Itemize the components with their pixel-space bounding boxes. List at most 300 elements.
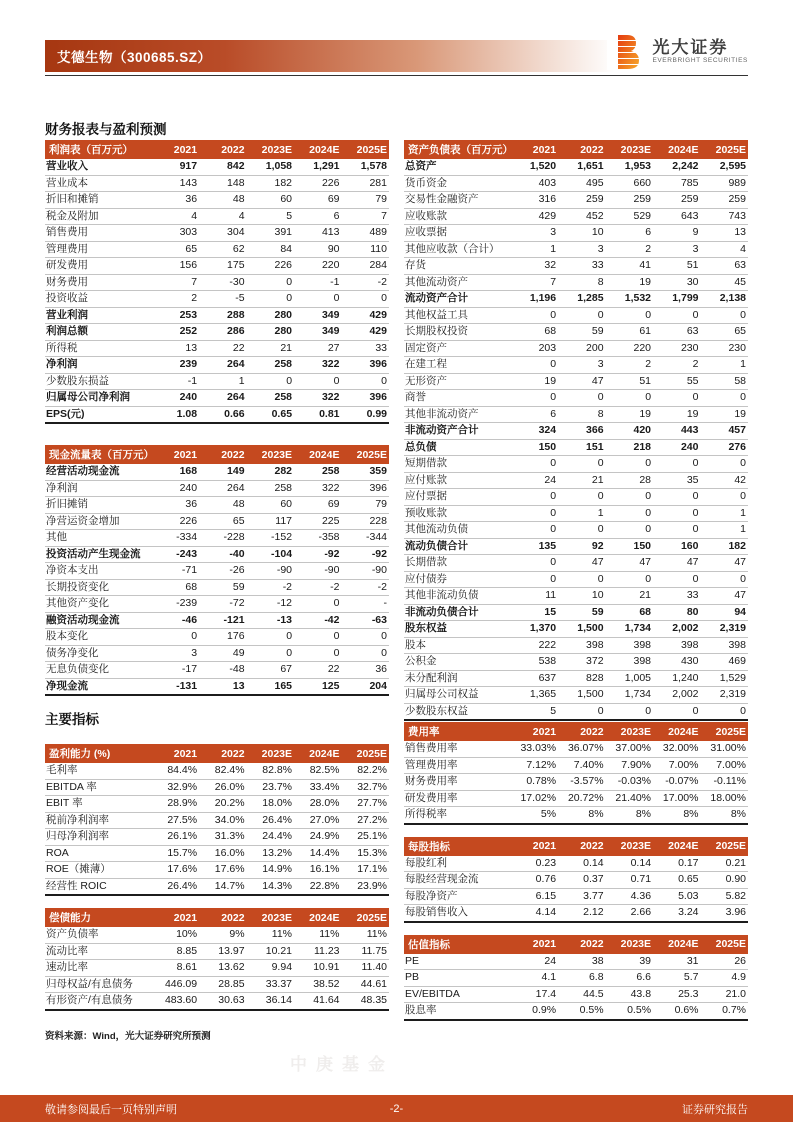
cell-value: 2 <box>152 291 199 308</box>
cell-value: 7.00% <box>653 757 700 774</box>
table-row <box>404 357 748 374</box>
cell-value: 6.15 <box>511 888 558 905</box>
cash-flow-statement-grid <box>45 445 389 696</box>
cell-value: 160 <box>653 538 700 555</box>
cell-value: 13.2% <box>247 845 294 862</box>
cell-value: 4.9 <box>701 970 749 987</box>
table-row <box>45 208 389 225</box>
cell-value: 27.7% <box>342 796 390 813</box>
table-header-row <box>45 140 389 159</box>
cell-value: 0 <box>558 307 605 324</box>
cell-value: 239 <box>152 357 199 374</box>
cell-value: 203 <box>511 340 558 357</box>
cell-value: 47 <box>558 373 605 390</box>
cell-value: 30.63 <box>199 993 246 1010</box>
cell-value: 7 <box>342 208 390 225</box>
cell-value: -0.03% <box>606 774 653 791</box>
cell-value: 0.23 <box>511 856 558 872</box>
cell-value: 0.6% <box>653 1003 700 1020</box>
cell-value: 5 <box>511 703 558 720</box>
table-row <box>45 497 389 514</box>
year-header: 2022 <box>199 445 246 464</box>
cell-value: 0 <box>606 390 653 407</box>
cell-value: 58 <box>701 373 749 390</box>
cell-value: 1,734 <box>606 687 653 704</box>
cell-value: 785 <box>653 175 700 192</box>
cell-value: 3 <box>653 241 700 258</box>
row-label: 税前净利润率 <box>45 812 152 829</box>
year-header: 2025E <box>701 837 749 856</box>
cell-value: 253 <box>152 307 199 324</box>
row-label: 营业收入 <box>45 159 152 175</box>
cell-value: 59 <box>199 579 246 596</box>
year-header: 2022 <box>558 140 605 159</box>
cell-value: 17.02% <box>511 790 558 807</box>
table-row <box>404 856 748 872</box>
cell-value: 44.61 <box>342 976 390 993</box>
cell-value: 59 <box>558 604 605 621</box>
cell-value: 47 <box>606 555 653 572</box>
cell-value: 1,291 <box>294 159 341 175</box>
row-label: 研发费用率 <box>404 790 511 807</box>
cell-value: 429 <box>511 208 558 225</box>
row-label: 长期投资变化 <box>45 579 152 596</box>
table-header-row <box>404 935 748 954</box>
cell-value: 349 <box>294 307 341 324</box>
cell-value: 17.00% <box>653 790 700 807</box>
cell-value: 19 <box>653 406 700 423</box>
cell-value: 61 <box>606 324 653 341</box>
cell-value: 79 <box>342 192 390 209</box>
row-label: 税金及附加 <box>45 208 152 225</box>
cell-value: 280 <box>247 324 294 341</box>
row-label: 资产负债率 <box>45 927 152 943</box>
cell-value: 349 <box>294 324 341 341</box>
cell-value: 429 <box>342 324 390 341</box>
cell-value: 6.8 <box>558 970 605 987</box>
row-label: 毛利率 <box>45 763 152 779</box>
table-row <box>404 307 748 324</box>
cell-value: 1 <box>199 373 246 390</box>
table-header-row <box>45 445 389 464</box>
row-label: 其他非流动资产 <box>404 406 511 423</box>
cell-value: 32.7% <box>342 779 390 796</box>
table-row <box>404 159 748 175</box>
cell-value: 1,953 <box>606 159 653 175</box>
row-label: PE <box>404 954 511 970</box>
table-row <box>404 291 748 308</box>
table-row <box>45 513 389 530</box>
cell-value: 280 <box>247 307 294 324</box>
table-row <box>45 192 389 209</box>
spacer <box>45 424 389 445</box>
cell-value: 16.0% <box>199 845 246 862</box>
cell-value: 65 <box>152 241 199 258</box>
year-header: 2025E <box>342 445 390 464</box>
cell-value: 8% <box>558 807 605 824</box>
cell-value: 1 <box>511 241 558 258</box>
table-row <box>45 291 389 308</box>
table-row <box>404 505 748 522</box>
cell-value: 6.6 <box>606 970 653 987</box>
cell-value: 182 <box>247 175 294 192</box>
page-footer <box>0 1095 793 1122</box>
row-label: 其他流动资产 <box>404 274 511 291</box>
cell-value: 304 <box>199 225 246 242</box>
cell-value: 8.61 <box>152 960 199 977</box>
cell-value: 0 <box>653 307 700 324</box>
logo-en: EVERBRIGHT SECURITIES <box>652 57 748 64</box>
cell-value: 2,002 <box>653 687 700 704</box>
section-title-indicators: 主要指标 <box>45 712 99 727</box>
cell-value: 917 <box>152 159 199 175</box>
cell-value: -2 <box>342 274 390 291</box>
cell-value: -3.57% <box>558 774 605 791</box>
row-label: 利润总额 <box>45 324 152 341</box>
row-label: 融资活动现金流 <box>45 612 152 629</box>
table-row <box>404 741 748 757</box>
table-row <box>45 530 389 547</box>
cell-value: 0 <box>247 645 294 662</box>
cell-value: 259 <box>653 192 700 209</box>
cell-value: 27.5% <box>152 812 199 829</box>
stock-banner <box>45 40 645 72</box>
cell-value: 240 <box>152 480 199 497</box>
cell-value: 7.00% <box>701 757 749 774</box>
cell-value: 38.52 <box>294 976 341 993</box>
cell-value: 230 <box>653 340 700 357</box>
cell-value: 25.3 <box>653 986 700 1003</box>
table-row <box>404 390 748 407</box>
table-row <box>404 1003 748 1020</box>
cell-value: 7.40% <box>558 757 605 774</box>
cell-value: 0 <box>511 489 558 506</box>
table-row <box>45 763 389 779</box>
cell-value: 68 <box>511 324 558 341</box>
logo-cn: 光大证券 <box>652 38 729 57</box>
cell-value: 0 <box>342 645 390 662</box>
row-label: 营业利润 <box>45 307 152 324</box>
cell-value: 204 <box>342 678 390 695</box>
row-label: 归母净利润率 <box>45 829 152 846</box>
row-label: 其他流动负债 <box>404 522 511 539</box>
cell-value: 258 <box>247 357 294 374</box>
top-tables-area <box>45 140 749 721</box>
cell-value: 8.85 <box>152 943 199 960</box>
cell-value: 13 <box>152 340 199 357</box>
cell-value: 6 <box>294 208 341 225</box>
table-row <box>404 807 748 824</box>
cell-value: 1,500 <box>558 621 605 638</box>
cell-value: 175 <box>199 258 246 275</box>
table-row <box>404 774 748 791</box>
cell-value: 13 <box>199 678 246 695</box>
cell-value: 0 <box>558 390 605 407</box>
cell-value: 44.5 <box>558 986 605 1003</box>
cell-value: 489 <box>342 225 390 242</box>
table-row <box>45 662 389 679</box>
cell-value: 1,005 <box>606 670 653 687</box>
table-title: 现金流量表（百万元） <box>45 445 152 464</box>
cell-value: 67 <box>247 662 294 679</box>
cell-value: -17 <box>152 662 199 679</box>
table-title: 利润表（百万元） <box>45 140 152 159</box>
table-row <box>404 986 748 1003</box>
table-row <box>45 390 389 407</box>
table-row <box>404 604 748 621</box>
cell-value: 0.7% <box>701 1003 749 1020</box>
table-row <box>404 208 748 225</box>
row-label: 商誉 <box>404 390 511 407</box>
profitability-table-grid <box>45 744 389 896</box>
cell-value: 1,240 <box>653 670 700 687</box>
cell-value: 637 <box>511 670 558 687</box>
cell-value: -42 <box>294 612 341 629</box>
year-header: 2022 <box>199 140 246 159</box>
row-label: 非流动资产合计 <box>404 423 511 440</box>
table-row <box>45 175 389 192</box>
cell-value: 65 <box>199 513 246 530</box>
cell-value: 3 <box>558 357 605 374</box>
table-row <box>404 423 748 440</box>
cell-value: 1,532 <box>606 291 653 308</box>
row-label: 无息负债变化 <box>45 662 152 679</box>
cell-value: 0 <box>511 555 558 572</box>
cell-value: 13 <box>701 225 749 242</box>
balance-sheet-grid <box>404 140 748 721</box>
row-label: 折旧和摊销 <box>45 192 152 209</box>
cell-value: -1 <box>294 274 341 291</box>
cell-value: 26.1% <box>152 829 199 846</box>
cell-value: 1.08 <box>152 406 199 423</box>
row-label: 短期借款 <box>404 456 511 473</box>
cell-value: 28.0% <box>294 796 341 813</box>
row-label: 在建工程 <box>404 357 511 374</box>
cell-value: 0 <box>247 629 294 646</box>
row-label: 应收票据 <box>404 225 511 242</box>
cell-value: -90 <box>247 563 294 580</box>
table-row <box>404 175 748 192</box>
cell-value: 264 <box>199 390 246 407</box>
row-label: 预收账款 <box>404 505 511 522</box>
table-row <box>45 779 389 796</box>
cell-value: 0 <box>511 505 558 522</box>
year-header: 2023E <box>247 744 294 763</box>
cell-value: 322 <box>294 390 341 407</box>
cell-value: 68 <box>606 604 653 621</box>
year-header: 2022 <box>558 837 605 856</box>
cell-value: 0.71 <box>606 872 653 889</box>
cell-value: 33.03% <box>511 741 558 757</box>
cell-value: 150 <box>606 538 653 555</box>
table-row <box>45 324 389 341</box>
cell-value: 11.40 <box>342 960 390 977</box>
cell-value: 151 <box>558 439 605 456</box>
cell-value: 0 <box>701 703 749 720</box>
cell-value: 264 <box>199 357 246 374</box>
cell-value: 429 <box>342 307 390 324</box>
year-header: 2021 <box>511 140 558 159</box>
cell-value: 31 <box>653 954 700 970</box>
cell-value: 0 <box>342 629 390 646</box>
cell-value: 16.1% <box>294 862 341 879</box>
cell-value: 48 <box>199 192 246 209</box>
cell-value: 22 <box>294 662 341 679</box>
cell-value: 13.97 <box>199 943 246 960</box>
cell-value: 31.3% <box>199 829 246 846</box>
cell-value: 5% <box>511 807 558 824</box>
cell-value: 2,319 <box>701 687 749 704</box>
row-label: 所得税率 <box>404 807 511 824</box>
cell-value: 316 <box>511 192 558 209</box>
cell-value: -63 <box>342 612 390 629</box>
cell-value: 1,196 <box>511 291 558 308</box>
cell-value: 4 <box>199 208 246 225</box>
year-header: 2021 <box>511 722 558 741</box>
table-row <box>45 596 389 613</box>
row-label: 流动负债合计 <box>404 538 511 555</box>
cell-value: 24.9% <box>294 829 341 846</box>
cell-value: 226 <box>247 258 294 275</box>
table-row <box>404 571 748 588</box>
cell-value: 28.9% <box>152 796 199 813</box>
cell-value: 10.91 <box>294 960 341 977</box>
cell-value: 24.4% <box>247 829 294 846</box>
cell-value: 37.00% <box>606 741 653 757</box>
cell-value: 5.03 <box>653 888 700 905</box>
cell-value: 529 <box>606 208 653 225</box>
cell-value: 3 <box>558 241 605 258</box>
cell-value: -92 <box>342 546 390 563</box>
cell-value: 59 <box>558 324 605 341</box>
cell-value: 220 <box>294 258 341 275</box>
cell-value: 0 <box>701 307 749 324</box>
cell-value: 1,799 <box>653 291 700 308</box>
row-label: ROA <box>45 845 152 862</box>
cell-value: 38 <box>558 954 605 970</box>
cell-value: 0 <box>701 571 749 588</box>
cell-value: 47 <box>701 588 749 605</box>
cell-value: 3 <box>511 225 558 242</box>
cell-value: 19 <box>606 406 653 423</box>
cell-value: 282 <box>247 464 294 480</box>
row-label: 归属母公司净利润 <box>45 390 152 407</box>
cell-value: 17.6% <box>152 862 199 879</box>
cell-value: -13 <box>247 612 294 629</box>
cell-value: 117 <box>247 513 294 530</box>
table-title: 每股指标 <box>404 837 511 856</box>
cell-value: -358 <box>294 530 341 547</box>
cell-value: 0.90 <box>701 872 749 889</box>
cell-value: -243 <box>152 546 199 563</box>
cell-value: 110 <box>342 241 390 258</box>
cell-value: 0 <box>294 291 341 308</box>
row-label: 财务费用率 <box>404 774 511 791</box>
row-label: 交易性金融资产 <box>404 192 511 209</box>
cell-value: 8% <box>701 807 749 824</box>
cell-value: 79 <box>342 497 390 514</box>
table-row <box>45 340 389 357</box>
row-label: 应付票据 <box>404 489 511 506</box>
cell-value: 0.5% <box>558 1003 605 1020</box>
table-row <box>404 439 748 456</box>
cell-value: 36 <box>342 662 390 679</box>
table-row <box>45 943 389 960</box>
cell-value: 366 <box>558 423 605 440</box>
table-title: 费用率 <box>404 722 511 741</box>
cell-value: 240 <box>152 390 199 407</box>
row-label: 应付债券 <box>404 571 511 588</box>
cell-value: 125 <box>294 678 341 695</box>
cell-value: 0 <box>294 596 341 613</box>
cell-value: 60 <box>247 192 294 209</box>
table-row <box>404 757 748 774</box>
cell-value: 2,319 <box>701 621 749 638</box>
cell-value: 2,138 <box>701 291 749 308</box>
cell-value: 1,058 <box>247 159 294 175</box>
cell-value: 94 <box>701 604 749 621</box>
cell-value: 23.7% <box>247 779 294 796</box>
cell-value: 281 <box>342 175 390 192</box>
table-row <box>404 225 748 242</box>
cell-value: 8% <box>653 807 700 824</box>
cell-value: 45 <box>701 274 749 291</box>
row-label: 销售费用率 <box>404 741 511 757</box>
cell-value: 10 <box>558 225 605 242</box>
cell-value: 0.76 <box>511 872 558 889</box>
cell-value: 6 <box>606 225 653 242</box>
cell-value: 33 <box>558 258 605 275</box>
year-header: 2021 <box>511 837 558 856</box>
cell-value: 55 <box>653 373 700 390</box>
year-header: 2024E <box>294 908 341 927</box>
cell-value: 43.8 <box>606 986 653 1003</box>
row-label: 有形资产/有息债务 <box>45 993 152 1010</box>
cell-value: 0.65 <box>247 406 294 423</box>
valuation-table-grid <box>404 935 748 1021</box>
cell-value: -152 <box>247 530 294 547</box>
cell-value: 17.1% <box>342 862 390 879</box>
cell-value: 33 <box>653 588 700 605</box>
cell-value: 33 <box>342 340 390 357</box>
cell-value: 0 <box>701 390 749 407</box>
year-header: 2022 <box>199 744 246 763</box>
indicator-tables-area <box>45 722 749 1042</box>
row-label: 所得税 <box>45 340 152 357</box>
cell-value: 200 <box>558 340 605 357</box>
cell-value: 842 <box>199 159 246 175</box>
cell-value: 1,734 <box>606 621 653 638</box>
cell-value: 430 <box>653 654 700 671</box>
table-row <box>45 976 389 993</box>
solvency-table-grid <box>45 908 389 1011</box>
cell-value: 19 <box>701 406 749 423</box>
cell-value: 413 <box>294 225 341 242</box>
cell-value: 22.8% <box>294 878 341 895</box>
cell-value: -2 <box>342 579 390 596</box>
cell-value: 11 <box>511 588 558 605</box>
cell-value: -90 <box>294 563 341 580</box>
cell-value: 7.12% <box>511 757 558 774</box>
table-row <box>45 373 389 390</box>
cell-value: 21.0 <box>701 986 749 1003</box>
cell-value: -0.07% <box>653 774 700 791</box>
cell-value: 11.75 <box>342 943 390 960</box>
cell-value: 22 <box>199 340 246 357</box>
cell-value: 0 <box>511 390 558 407</box>
row-label: 长期借款 <box>404 555 511 572</box>
table-row <box>404 654 748 671</box>
